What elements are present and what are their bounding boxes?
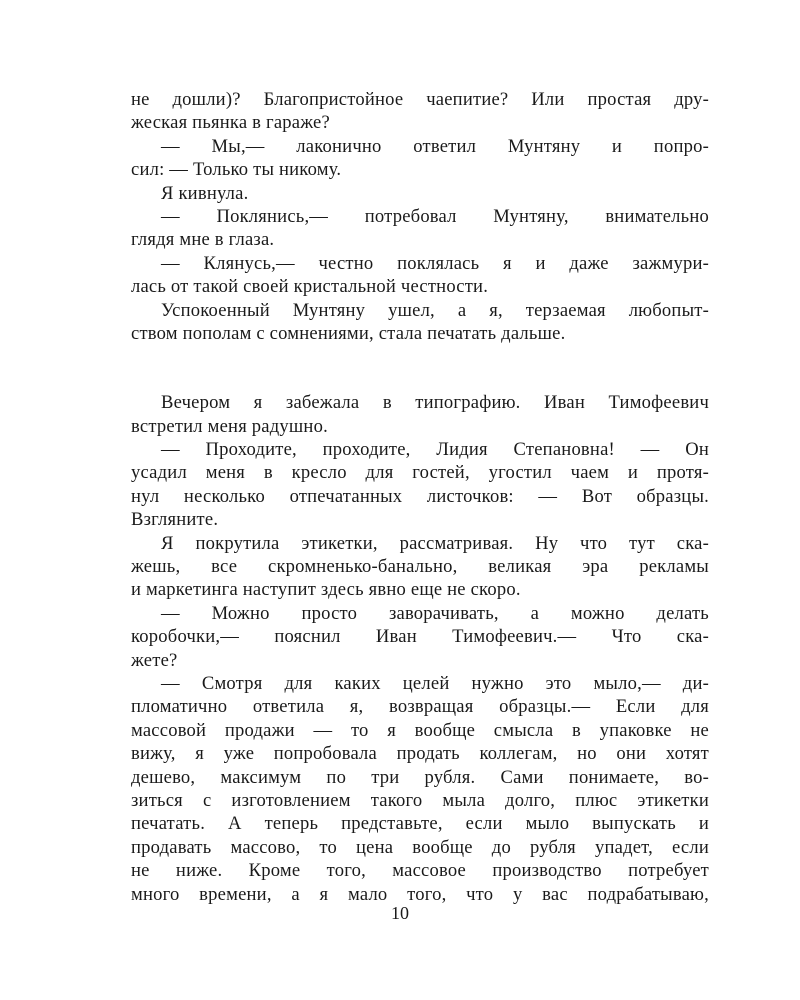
text-line: Вечером я забежала в типографию. Иван Тимофеевич (161, 392, 709, 414)
text-line: жешь, все скромненько-банально, великая эра рекламы (131, 556, 709, 578)
text-line: — Смотря для каких целей нужно это мыло,— ди- (161, 672, 709, 694)
text-line: — Клянусь,— честно поклялась я и даже зажмури- (161, 252, 709, 274)
text-line: жеская пьянка в гараже? (131, 112, 330, 134)
section-break (131, 345, 709, 391)
text-line: коробочки,— пояснил Иван Тимофеевич.— Что ска- (131, 626, 709, 648)
text-line: — Поклянись,— потребовал Мунтяну, внимательно (161, 205, 709, 227)
text-line: — Мы,— лаконично ответил Мунтяну и попро- (161, 135, 709, 157)
text-line: дешево, максимум по три рубля. Сами понимаете, во- (131, 766, 709, 788)
text-line: много времени, а я мало того, что у вас подрабатываю, (131, 883, 709, 905)
text-line: Я покрутила этикетки, рассматривая. Ну что тут ска- (161, 532, 709, 554)
text-block-1 (131, 88, 709, 345)
text-line: — Можно просто заворачивать, а можно делать (161, 602, 709, 624)
text-line: встретил меня радушно. (131, 415, 328, 437)
text-line: лась от такой своей кристальной честности. (131, 276, 489, 298)
text-line: не дошли)? Благопристойное чаепитие? Или простая дру- (131, 89, 709, 110)
text-line: массовой продажи — то я вообще смысла в упаковке не (131, 719, 709, 741)
text-line: не ниже. Кроме того, массовое производство потребует (131, 860, 709, 882)
text-line: — Проходите, проходите, Лидия Степановна! — Он (161, 439, 709, 461)
text-line: сил: — Только ты никому. (131, 159, 342, 181)
text-line: усадил меня в кресло для гостей, угостил чаем и протя- (131, 462, 709, 484)
page-text (131, 88, 709, 906)
text-line: пломатично ответила я, возвращая образцы.— Если для (131, 696, 709, 718)
text-line: ством пополам с сомнениями, стала печатать дальше. (131, 322, 566, 344)
text-line: жете? (131, 649, 178, 671)
text-line: продавать массово, то цена вообще до рубля упадет, если (131, 836, 709, 858)
text-block-2 (131, 391, 709, 906)
text-line: Успокоенный Мунтяну ушел, а я, терзаемая любопыт- (161, 299, 709, 321)
text-line: печатать. А теперь представьте, если мыло выпускать и (131, 813, 709, 835)
text-line: Взгляните. (131, 509, 219, 531)
text-line: вижу, я уже попробовала продать коллегам, но они хотят (131, 743, 709, 765)
page-number: 10 (391, 903, 409, 923)
text-line: Я кивнула. (161, 182, 249, 204)
text-line: нул несколько отпечатанных листочков: — Вот образцы. (131, 485, 709, 507)
text-line: глядя мне в глаза. (131, 229, 275, 251)
text-line: и маркетинга наступит здесь явно еще не скоро. (131, 579, 521, 601)
text-line: зиться с изготовлением такого мыла долго, плюс этикетки (131, 789, 709, 811)
